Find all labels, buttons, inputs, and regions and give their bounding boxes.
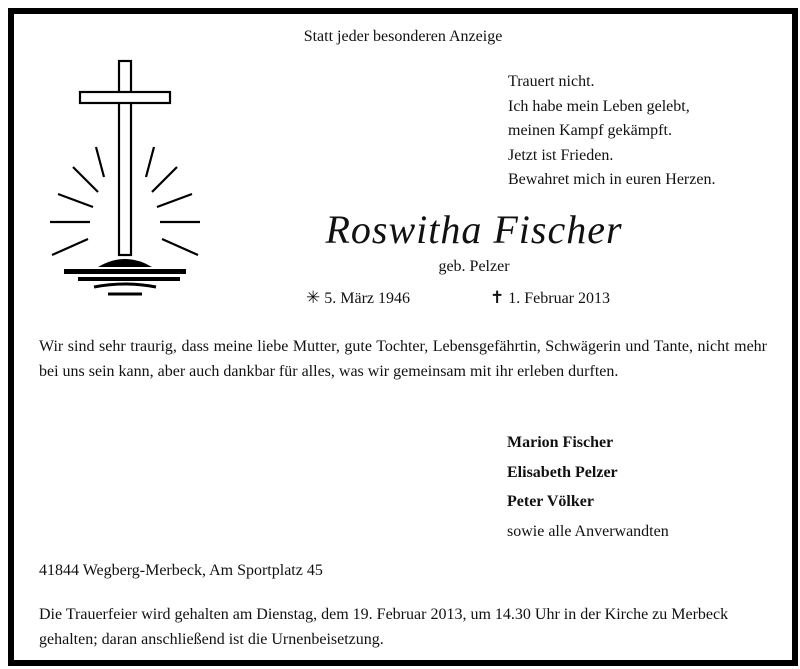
poem: [508, 70, 715, 193]
death-cross-icon: ✝: [490, 288, 505, 307]
birth-date: [306, 288, 410, 308]
relatives-text: sowie alle Anverwandten: [507, 522, 669, 540]
notice-header: Statt jeder besonderen Anzeige: [303, 28, 503, 45]
poem-line: Trauert nicht.: [508, 73, 595, 90]
birth-star-icon: ✳: [306, 288, 321, 307]
birth-date-text: 5. März 1946: [324, 290, 411, 307]
signer-name: Peter Völker: [507, 493, 594, 510]
message-text: Wir sind sehr traurig, dass meine liebe Mutter, gute Tochter, Lebensgefährtin, Schwägerin und Tante, nicht mehr bei uns sein kann, aber auch dankbar für alles, was wir gemeinsam mit ihr erleben durften.: [39, 338, 767, 380]
ceremony-info: Die Trauerfeier wird gehalten am Dienstag, dem 19. Februar 2013, um 14.30 Uhr in der Kirche zu Merbeck gehalten; daran anschließend ist die Urnenbeisetzung.: [39, 606, 729, 648]
death-date-text: 1. Februar 2013: [508, 290, 611, 307]
obituary-notice: [8, 8, 798, 666]
signer-name: Elisabeth Pelzer: [507, 463, 618, 481]
signers-list: [507, 428, 669, 546]
signer-name: Marion Fischer: [507, 434, 614, 451]
poem-line: Ich habe mein Leben gelebt,: [508, 97, 690, 115]
poem-line: Bewahret mich in euren Herzen.: [508, 171, 716, 188]
deceased-name: Roswitha Fischer: [325, 207, 623, 252]
poem-line: meinen Kampf gekämpft.: [508, 122, 672, 139]
poem-line: Jetzt ist Frieden.: [508, 146, 614, 164]
death-date: [490, 288, 610, 308]
address: 41844 Wegberg-Merbeck, Am Sportplatz 45: [39, 562, 323, 579]
maiden-name: geb. Pelzer: [438, 258, 510, 275]
